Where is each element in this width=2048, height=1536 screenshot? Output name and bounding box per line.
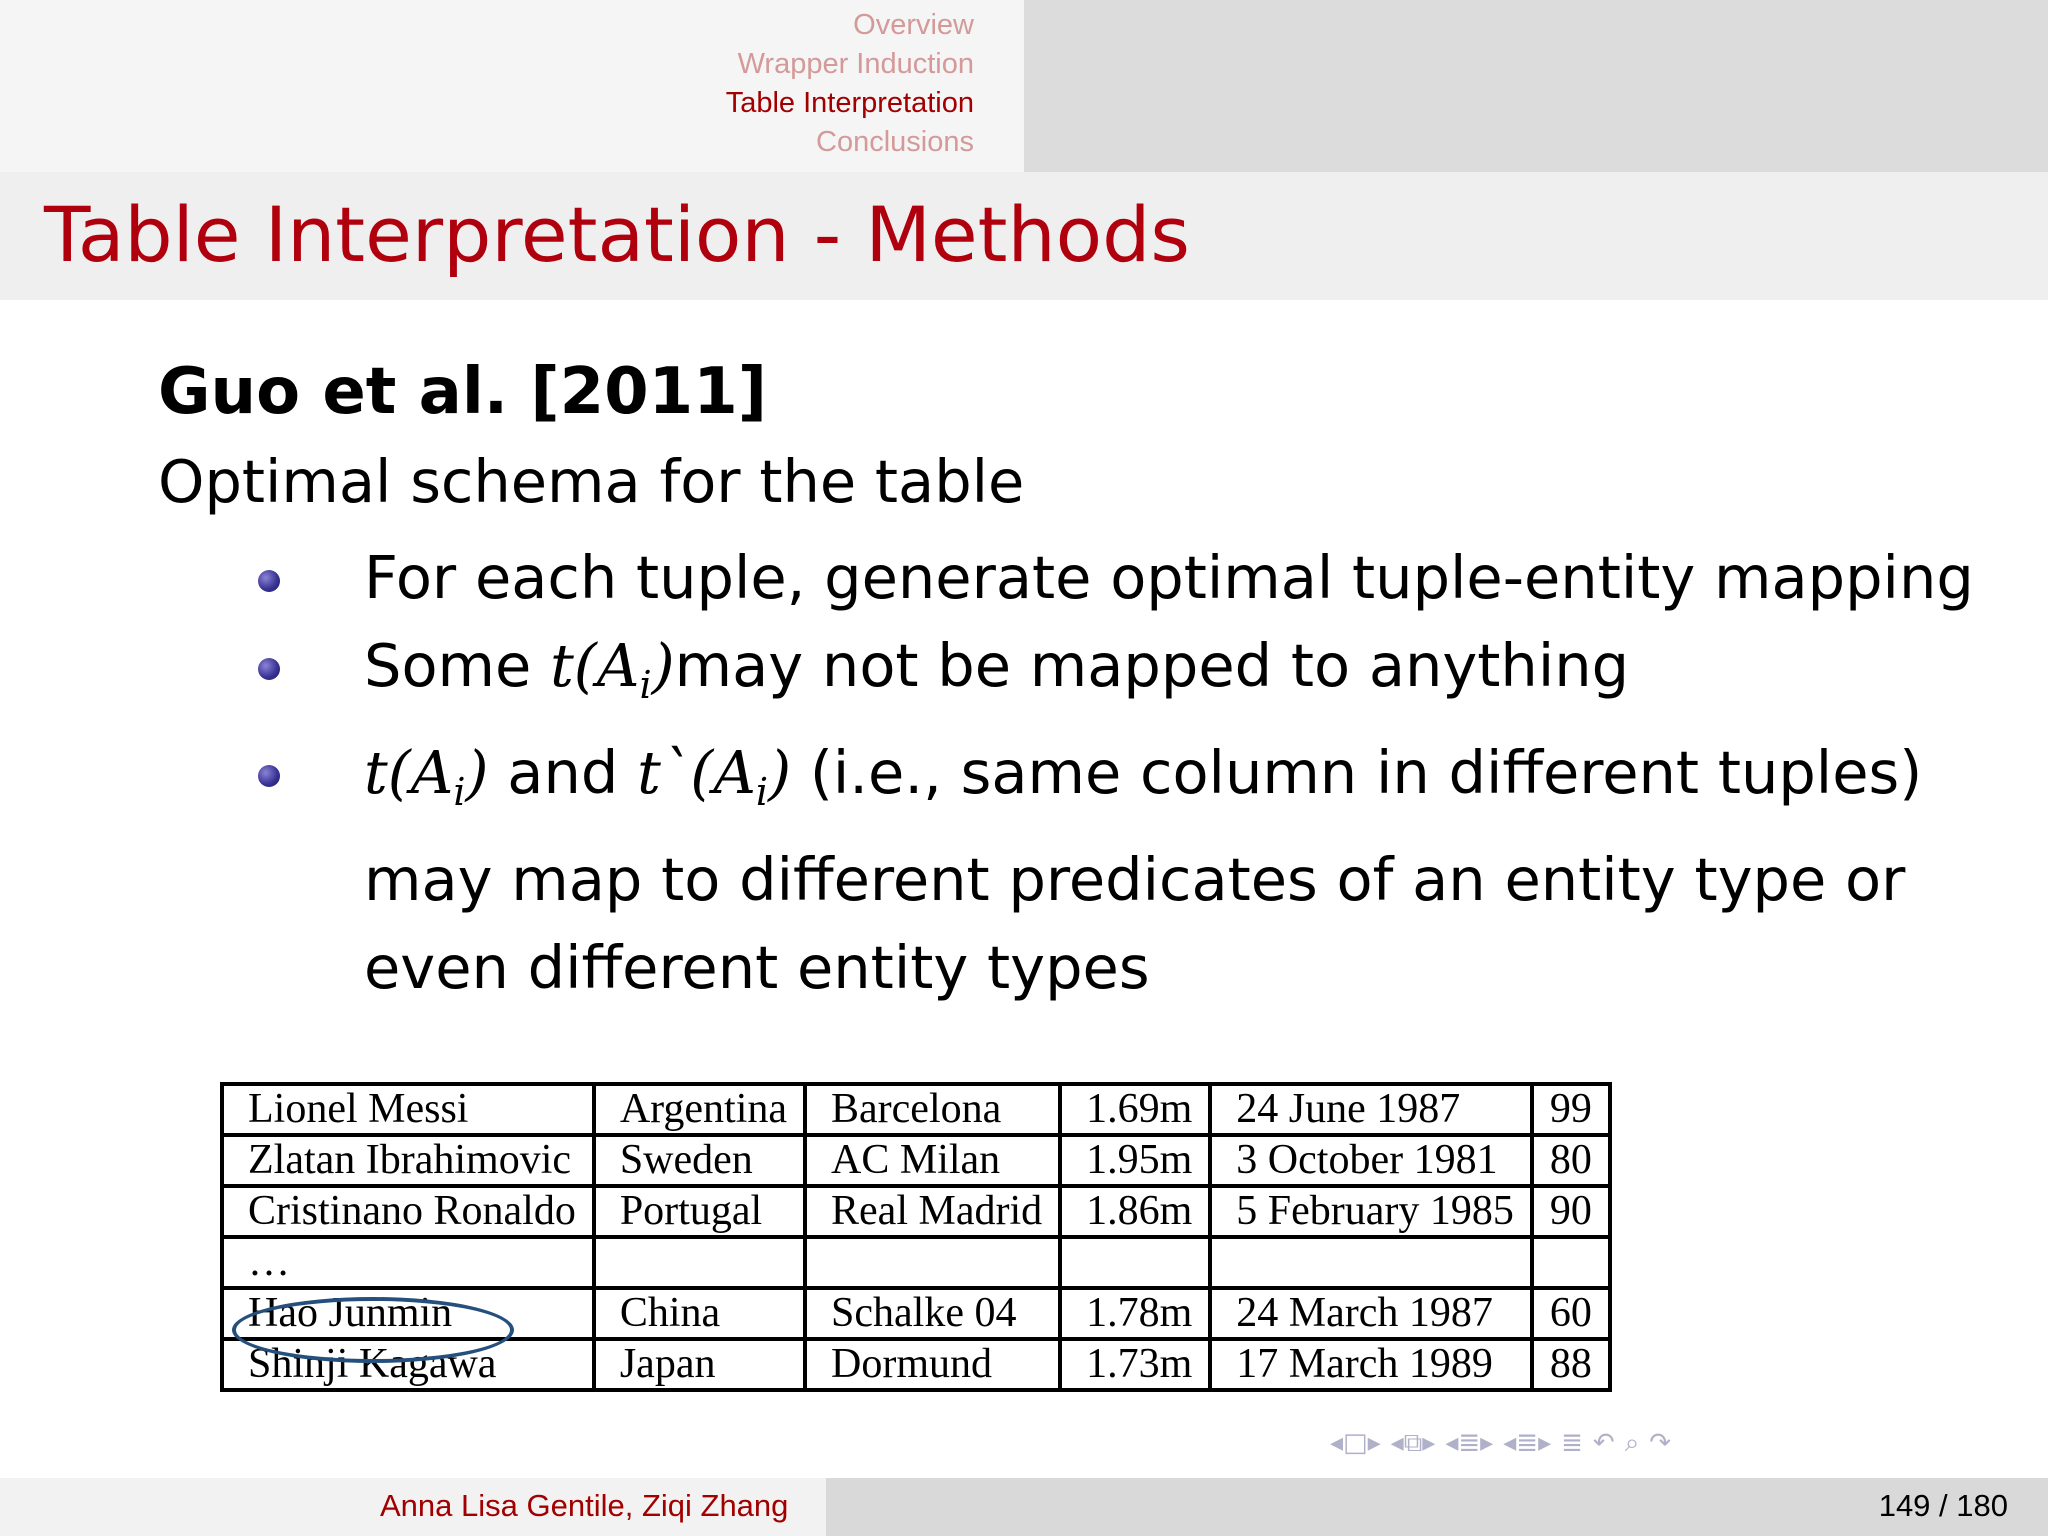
nav-item-table-interpretation[interactable]: Table Interpretation	[725, 87, 974, 119]
bullet-item	[258, 729, 1998, 1012]
nav-subsection-prev-icon[interactable]: ◂⧉▸	[1390, 1428, 1436, 1458]
table-cell-club: Dormund	[805, 1339, 1060, 1390]
table-cell-height	[1060, 1237, 1210, 1288]
section-nav	[726, 6, 1024, 162]
table-cell-birthdate: 17 March 1989	[1210, 1339, 1532, 1390]
math-A: A	[410, 738, 454, 807]
table-cell-birthdate: 3 October 1981	[1210, 1135, 1532, 1186]
table-cell-birthdate: 24 March 1987	[1210, 1288, 1532, 1339]
table-cell-club: Barcelona	[805, 1084, 1060, 1135]
table-cell-height: 1.86m	[1060, 1186, 1210, 1237]
footer-right-panel	[826, 1478, 2048, 1536]
bullet-icon	[258, 570, 280, 592]
table-cell-player: Lionel Messi	[222, 1084, 594, 1135]
table-cell-country: Portugal	[594, 1186, 805, 1237]
math-A: A	[713, 738, 756, 807]
math-subscript-i: i	[453, 770, 466, 814]
table-cell-player: Cristinano Ronaldo	[222, 1186, 594, 1237]
highlight-ellipse	[232, 1297, 514, 1363]
nav-redo-icon[interactable]: ↷	[1649, 1428, 1672, 1458]
header-right-panel	[1024, 0, 2048, 172]
table-cell-score: 88	[1532, 1339, 1610, 1390]
slide-title: Table Interpretation - Methods	[44, 190, 1190, 279]
table-cell-player: …	[222, 1237, 594, 1288]
bullet-icon	[258, 765, 280, 787]
bullet-text-and: and	[488, 738, 638, 807]
math-paren-open: (	[690, 738, 714, 807]
beamer-nav-symbols	[1330, 1428, 1671, 1459]
table-cell-height: 1.95m	[1060, 1135, 1210, 1186]
nav-frame-prev-icon[interactable]: ◂□▸	[1330, 1428, 1381, 1458]
table-row	[222, 1186, 1610, 1237]
table-cell-score: 90	[1532, 1186, 1610, 1237]
math-t: t	[550, 631, 574, 700]
math-paren-open: (	[573, 631, 597, 700]
table-cell-score: 99	[1532, 1084, 1610, 1135]
table-cell-height: 1.78m	[1060, 1288, 1210, 1339]
table-cell-birthdate	[1210, 1237, 1532, 1288]
bullet-text-suffix: (i.e., same column in different tuples) may map to different predicates of an entity type or even different entity types	[364, 738, 1923, 1002]
table-cell-birthdate: 5 February 1985	[1210, 1186, 1532, 1237]
table-row	[222, 1135, 1610, 1186]
table-cell-country: Japan	[594, 1339, 805, 1390]
table-cell-score: 80	[1532, 1135, 1610, 1186]
table-row	[222, 1084, 1610, 1135]
math-subscript-i: i	[755, 770, 769, 814]
table-cell-height: 1.73m	[1060, 1339, 1210, 1390]
table-cell-player: Shinji Kagawa	[222, 1339, 594, 1390]
bullet-text: For each tuple, generate optimal tuple-entity mapping	[364, 543, 1974, 612]
table-cell-club: Schalke 04	[805, 1288, 1060, 1339]
table-cell-club	[805, 1237, 1060, 1288]
table-cell-country: Argentina	[594, 1084, 805, 1135]
math-A: A	[596, 631, 640, 700]
nav-toc-icon[interactable]: ≣	[1561, 1428, 1583, 1458]
table-row	[222, 1237, 1610, 1288]
math-paren-close: )	[768, 738, 792, 807]
table-cell-club: AC Milan	[805, 1135, 1060, 1186]
header-nav-panel	[0, 0, 1024, 172]
table-cell-club: Real Madrid	[805, 1186, 1060, 1237]
math-paren-open: (	[387, 738, 411, 807]
table-cell-country: China	[594, 1288, 805, 1339]
nav-undo-icon[interactable]: ↶	[1592, 1428, 1615, 1458]
bullet-text-suffix: may not be mapped to anything	[674, 631, 1630, 700]
table-cell-height: 1.69m	[1060, 1084, 1210, 1135]
bullet-list	[258, 534, 1998, 1012]
page-number: 149 / 180	[1878, 1488, 2008, 1523]
math-paren-close: )	[465, 738, 489, 807]
math-t: t	[364, 738, 388, 807]
slide-heading: Guo et al. [2011]	[158, 355, 767, 429]
slide-subheading: Optimal schema for the table	[158, 447, 1025, 516]
table-cell-player: Hao Junmin	[222, 1288, 594, 1339]
bullet-text-prefix: Some	[364, 631, 551, 700]
table-cell-score	[1532, 1237, 1610, 1288]
table-cell-country	[594, 1237, 805, 1288]
nav-item-overview[interactable]: Overview	[853, 9, 974, 41]
nav-section-prev-icon[interactable]: ◂≣▸	[1445, 1428, 1494, 1458]
table-cell-score: 60	[1532, 1288, 1610, 1339]
math-subscript-i: i	[639, 663, 652, 707]
bullet-icon	[258, 658, 280, 680]
nav-item-wrapper-induction[interactable]: Wrapper Induction	[737, 48, 974, 80]
nav-item-conclusions[interactable]: Conclusions	[816, 126, 974, 158]
table-cell-country: Sweden	[594, 1135, 805, 1186]
math-paren-close: )	[651, 631, 675, 700]
table-cell-birthdate: 24 June 1987	[1210, 1084, 1532, 1135]
bullet-item	[258, 622, 1998, 729]
table-cell-player: Zlatan Ibrahimovic	[222, 1135, 594, 1186]
nav-search-icon[interactable]: ⌕	[1624, 1428, 1640, 1458]
footer-authors: Anna Lisa Gentile, Ziqi Zhang	[380, 1488, 789, 1523]
bullet-item	[258, 534, 1998, 622]
nav-section-next-icon[interactable]: ◂≣▸	[1503, 1428, 1552, 1458]
math-t-prime: t`	[637, 738, 691, 807]
